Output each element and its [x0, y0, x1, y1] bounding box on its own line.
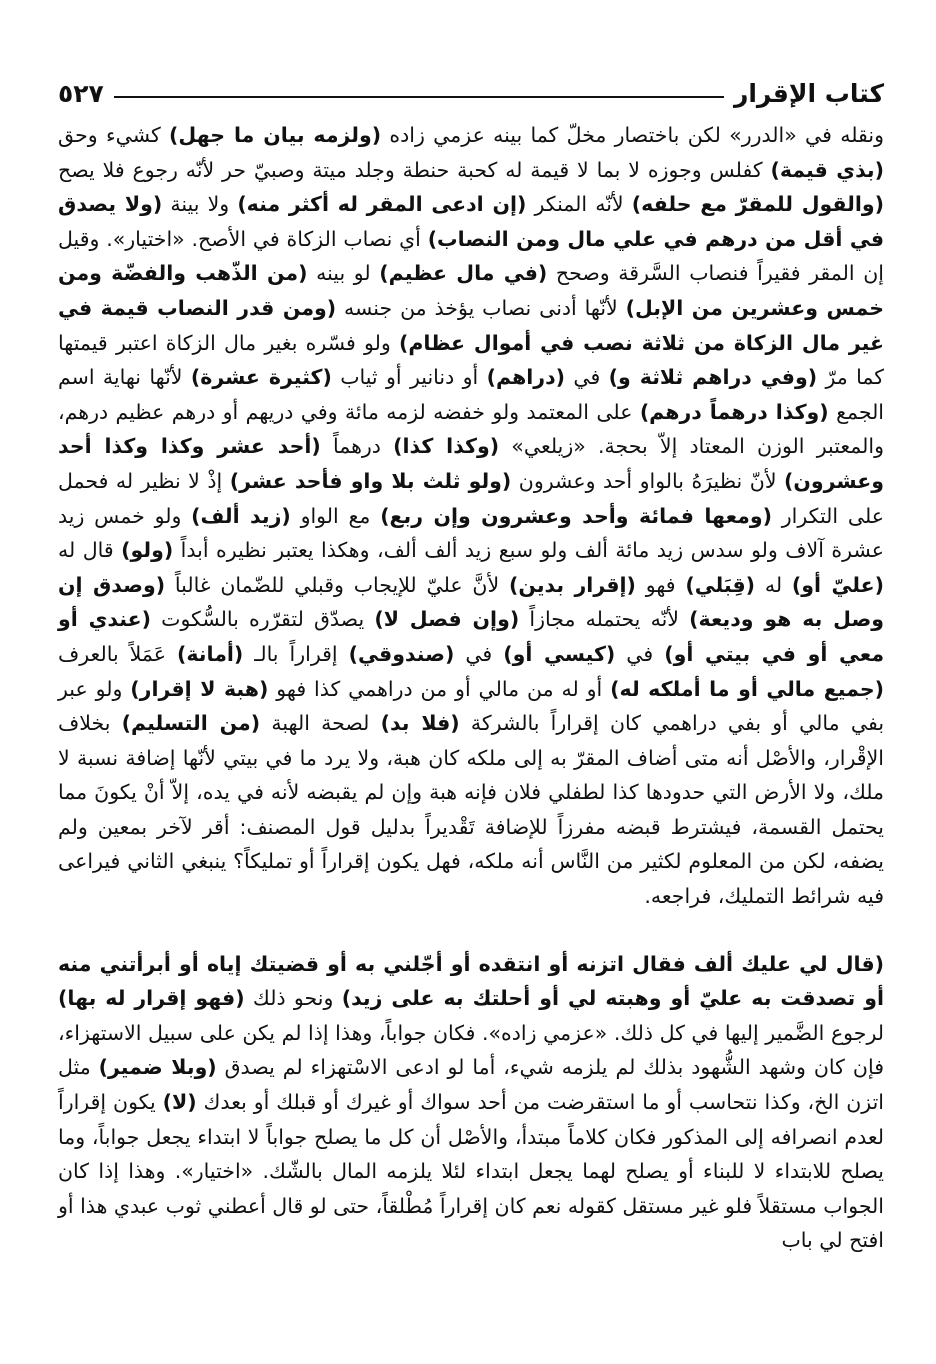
- commentary-run: قال له: [58, 538, 122, 563]
- commentary-run: يكون إقراراً لعدم انصرافه إلى المذكور فكان كلاماً مبتدأ، والأصْل أن كل ما يصلح جواباً لا ابتداء يجعل جواباً، وما يصلح للابتداء لا للبناء أو يصلح لهما يجعل ابتداء لئلا يلزمه المال بالشّك. «اختيار». وهذا إذا كان الجواب مستقلاً فلو غير مستقل كقوله نعم كان إقراراً مُطْلقاً، حتى لو قال أعطني ثوب عبدي هذا أو افتح لي باب: [58, 1090, 884, 1253]
- commentary-run: له: [755, 572, 792, 597]
- commentary-run: أي نصاب الزكاة في الأصح. «اختيار». وقيل إن المقر فقيراً فنصاب السَّرقة وصحح: [58, 226, 884, 286]
- commentary-run: ولو خمس زيد عشرة آلاف ولو سدس زيد مائة ألف ولو سبع زيد ألف ألف، وهكذا يعتبر نظيره أبداً: [58, 503, 884, 563]
- commentary-run: مع الواو: [290, 503, 381, 528]
- commentary-run: لأنّها أدنى نصاب يؤخذ من جنسه: [336, 295, 626, 320]
- main-text-run: (هبة لا إقرار): [130, 676, 269, 701]
- commentary-run: فهو: [635, 572, 686, 597]
- main-text-run: (ولو ثلث بلا واو فأحد عشر): [229, 468, 512, 493]
- commentary-run: أو دنانير أو ثياب: [331, 365, 487, 390]
- main-text-run: (عندي أو معي أو في بيتي أو): [58, 607, 885, 666]
- chapter-title: كتاب الإقرار: [733, 79, 884, 108]
- main-text-run: (قِبَلي): [685, 572, 756, 597]
- commentary-run: يصدّق لتقرّره بالسُّكوت: [150, 607, 375, 632]
- commentary-run: لأنّه المنكر: [526, 192, 632, 217]
- book-page: [58, 62, 884, 1352]
- main-text-run: (لا): [162, 1090, 197, 1115]
- main-text-run: (وإن فصل لا): [374, 607, 520, 632]
- main-text-run: (ومعها فمائة وأحد وعشرون وإن ربع): [380, 503, 772, 528]
- main-text-run: (والقول للمقرّ مع حلفه): [631, 192, 884, 217]
- commentary-run: لأنّه يحتمله مجازاً: [519, 607, 690, 632]
- main-text-run: (دراهم): [486, 365, 566, 390]
- main-text-run: (ومن قدر النصاب قيمة في غير مال الزكاة من ثلاثة نصب في أموال عظام): [58, 295, 885, 355]
- main-text-run: (إن ادعى المقر له أكثر منه): [237, 192, 527, 217]
- main-text-run: (ولزمه بيان ما جهل): [169, 123, 382, 147]
- main-text-run: (فلا بد): [380, 711, 460, 736]
- running-header: [58, 62, 884, 106]
- header-rule: [114, 96, 724, 98]
- commentary-run: ونحو ذلك: [244, 986, 342, 1011]
- main-text-run: (أحد عشر وكذا وكذا أحد وعشرون): [58, 434, 884, 493]
- commentary-run: لأنَّ عليّ للإيجاب وقبلي للضّمان غالباً: [165, 572, 509, 597]
- main-text-run: (زيد ألف): [191, 503, 291, 528]
- main-text-run: (بذي قيمة): [770, 157, 885, 182]
- main-text-run: (من الذّهب والفضّة ومن خمس وعشرين من الإبل): [58, 261, 884, 320]
- commentary-run: ولا بينة: [162, 192, 238, 217]
- commentary-run: ولو عبر بفي مالي أو بفي دراهمي كان إقراراً بالشركة: [58, 676, 885, 736]
- main-text-run: (عليّ أو): [791, 572, 884, 597]
- commentary-run: في: [565, 365, 609, 390]
- main-text-run: (وفي دراهم ثلاثة و): [608, 365, 818, 390]
- page-number: ٥٢٧: [58, 79, 104, 108]
- commentary-run: إذْ لا نظير له فحمل على التكرار: [58, 468, 885, 528]
- commentary-run: في: [454, 641, 504, 666]
- commentary-run: ونقله في «الدرر» لكن باختصار مخلّ كما بينه عزمي زاده: [381, 123, 884, 147]
- commentary-run: لو بينه: [307, 261, 380, 286]
- main-text-run: (في مال عظيم): [379, 261, 548, 286]
- commentary-run: لأنّها نهاية اسم الجمع: [58, 365, 885, 424]
- main-text-run: (صندوقي): [348, 641, 455, 666]
- paragraph-1: [58, 118, 884, 914]
- main-text-run: (إقرار بدين): [509, 572, 636, 597]
- commentary-run: لأنّ نظيرَهُ بالواو أحد وعشرون: [511, 468, 785, 493]
- commentary-run: مثل اتزن الخ، وكذا نتحاسب أو ما استقرضت من أحد سواك أو غيرك أو قبلك أو بعدك: [58, 1055, 884, 1115]
- commentary-run: في: [615, 641, 665, 666]
- commentary-run: لصحة الهبة: [260, 711, 381, 736]
- main-text-run: (أمانة): [177, 641, 244, 666]
- main-text-run: (ولا يصدق في أقل من درهم في علي مال ومن النصاب): [58, 192, 884, 251]
- page-body: [58, 118, 884, 1258]
- commentary-run: كشيء وحق: [58, 123, 170, 147]
- main-text-run: (وكذا كذا): [393, 434, 500, 459]
- commentary-run: عَمَلاً بالعرف: [58, 641, 177, 666]
- main-text-run: (ولو): [121, 538, 174, 563]
- main-text-run: (من التسليم): [121, 711, 261, 736]
- main-text-run: (قال لي عليك ألف فقال اتزنه أو انتقده أو أجّلني به أو قضيتك إياه أو أبرأتني منه أو تصدقت به عليّ أو وهبته لي أو أحلتك به على زيد): [58, 951, 884, 1011]
- commentary-run: بخلاف الإقْرار، والأصْل أنه متى أضاف المقرّ به إلى ملكه كان هبة، ولا يرد ما في بيتي لأنّها إضافة نسبة لا ملك، ولا الأرض التي حدودها كذا لطفلي فلان فإنه هبة وإن لم يقبضه لأنه في يده، إلاّ أنْ يكونَ مما يحتمل القسمة، فيشترط قبضه مفرزاً للإضافة تَقْديراً بدليل قول المصنف: أقر لآخر بمعين ولم يضفه، لكن من المعلوم لكثير من النَّاس أنه ملكه، فهل يكون إقراراً أو تمليكاً؟ ينبغي الثاني فيراعى فيه شرائط التمليك، فراجعه.: [58, 711, 884, 909]
- commentary-run: أو له من مالي أو من دراهمي كذا فهو: [268, 676, 611, 701]
- commentary-run: ولو فسّره بغير مال الزكاة اعتبر قيمتها كما مرّ: [58, 330, 884, 390]
- main-text-run: (وكذا درهماً درهم): [639, 399, 829, 424]
- main-text-run: (كيسي أو): [503, 641, 616, 666]
- commentary-run: درهماً: [320, 434, 394, 459]
- commentary-run: إقراراً بالـ: [243, 641, 349, 666]
- main-text-run: (كثيرة عشرة): [190, 365, 332, 390]
- main-text-run: (وصدق إن وصل به هو وديعة): [58, 572, 885, 632]
- main-text-run: (وبلا ضمير): [98, 1055, 217, 1080]
- main-text-run: (جميع مالي أو ما أملكه له): [610, 676, 884, 701]
- commentary-run: لرجوع الضَّمير إليها في كل ذلك. «عزمي زاده». فكان جواباً، وهذا إذا لم يكن على سبيل الاستهزاء، فإن كان وشهد الشُّهود بذلك لم يلزمه شيء، أما لو ادعى الاسْتهزاء لم يصدق: [58, 1020, 885, 1080]
- paragraph-2: [58, 947, 884, 1258]
- commentary-run: كفلس وجوزه لا بما لا قيمة له كحبة حنطة وجلد ميتة وصبيّ حر لأنّه رجوع فلا يصح: [58, 157, 771, 182]
- main-text-run: (فهو إقرار له بها): [58, 986, 245, 1011]
- commentary-run: على المعتمد ولو خفضه لزمه مائة وفي دريهم أو درهم عظيم درهم، والمعتبر الوزن المعتاد إلاّ بحجة. «زيلعي»: [58, 399, 884, 459]
